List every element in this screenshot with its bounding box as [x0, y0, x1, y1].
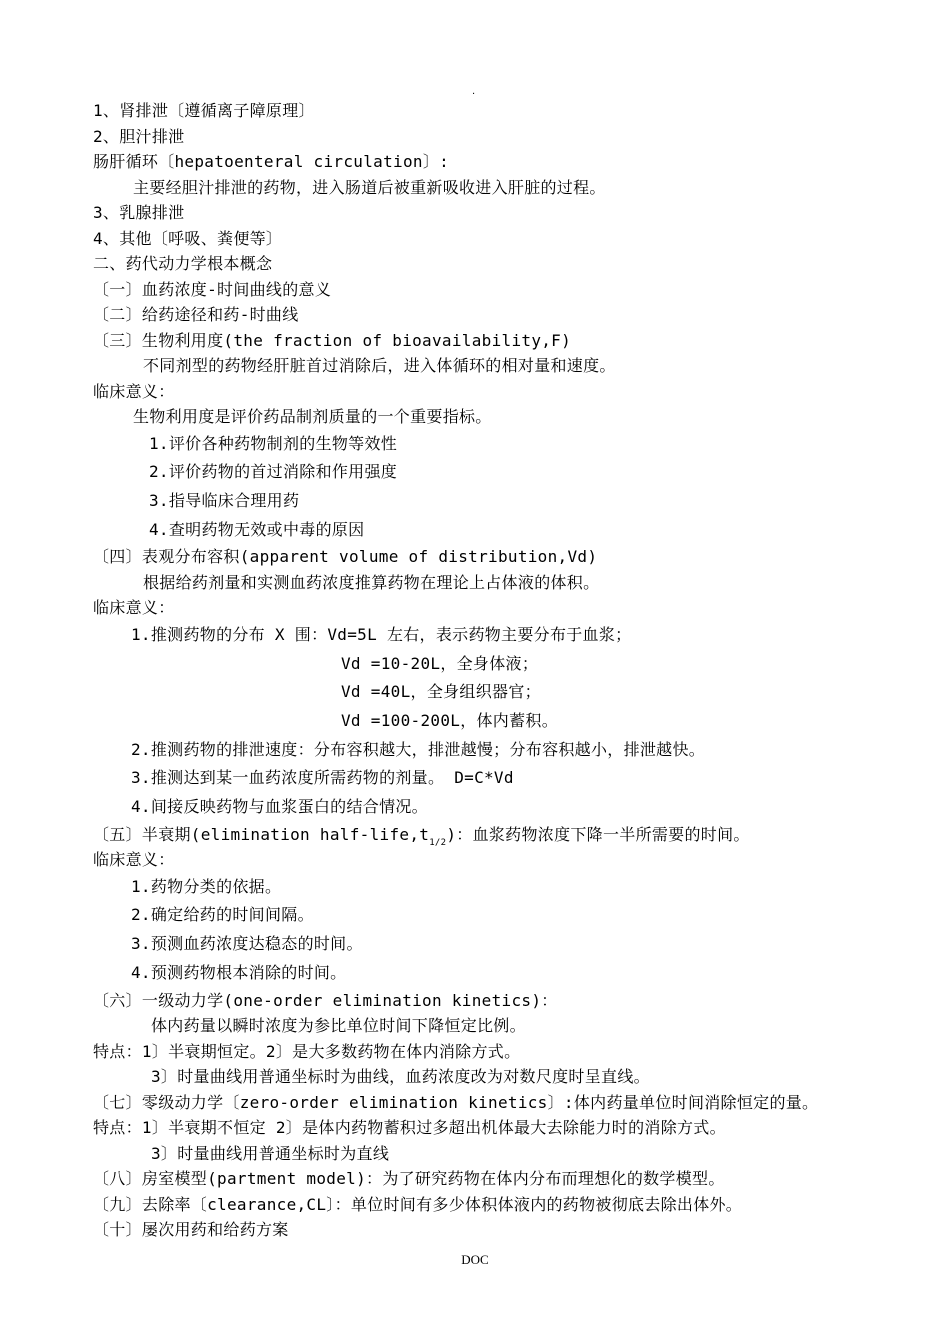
list-item: 2.推测药物的排泄速度：分布容积越大，排泄越慢；分布容积越小，排泄越快。	[131, 739, 706, 759]
text-line: 体内药量以瞬时浓度为参比单位时间下降恒定比例。	[151, 1016, 526, 1036]
text-line: 3〕时量曲线用普通坐标时为直线	[151, 1143, 390, 1163]
list-item: 3.推测达到某一血药浓度所需药物的剂量。 D=C*Vd	[131, 768, 514, 788]
text-line: 生物利用度是评价药品制剂质量的一个重要指标。	[133, 407, 492, 426]
subsection-heading: 〔九〕去除率〔clearance,CL〕：单位时间有多少体积体液内的药物被彻底去除出体外。	[93, 1194, 743, 1214]
list-item: 1.评价各种药物制剂的生物等效性	[149, 433, 398, 453]
list-item: 4.间接反映药物与血浆蛋白的结合情况。	[131, 797, 428, 817]
document-body	[93, 98, 893, 1243]
half-life-subscript: 1/2	[429, 837, 447, 848]
list-item: Vd =100-200L，体内蓄积。	[341, 710, 558, 730]
text-line: 临床意义：	[93, 850, 175, 870]
page-footer: DOC	[461, 1252, 489, 1267]
text-line: 特点：1〕半衰期不恒定 2〕是体内药物蓄积过多超出机体最大去除能力时的消除方式。	[93, 1118, 726, 1138]
subsection-heading: 〔六〕一级动力学(one-order elimination kinetics)：	[93, 990, 558, 1010]
header-mark: .	[472, 86, 476, 97]
text-line: 根据给药剂量和实测血药浓度推算药物在理论上占体液的体积。	[143, 572, 600, 592]
list-item: Vd =40L，全身组织器官；	[341, 682, 541, 702]
text-line: 不同剂型的药物经肝脏首过消除后，进入体循环的相对量和速度。	[143, 356, 616, 375]
list-item: Vd =10-20L，全身体液；	[341, 653, 539, 673]
text-line: 3〕时量曲线用普通坐标时为曲线，血药浓度改为对数尺度时呈直线。	[151, 1067, 650, 1087]
text-line: 特点：1〕半衰期恒定。2〕是大多数药物在体内消除方式。	[93, 1041, 521, 1061]
text-line: 主要经胆汁排泄的药物，进入肠道后被重新吸收进入肝脏的过程。	[133, 177, 606, 197]
half-life-heading-end: )：血浆药物浓度下降一半所需要的时间。	[446, 824, 750, 844]
text-line: 临床意义：	[93, 381, 175, 401]
list-item: 3.预测血药浓度达稳态的时间。	[131, 934, 363, 954]
subsection-heading: 〔一〕血药浓度-时间曲线的意义	[93, 279, 332, 299]
text-line: 肠肝循环〔hepatoenteral circulation〕:	[93, 152, 450, 171]
list-item: 3.指导临床合理用药	[149, 490, 300, 510]
text-line: 3、乳腺排泄	[93, 203, 185, 222]
list-item: 4.查明药物无效或中毒的原因	[149, 519, 365, 539]
subsection-heading: 〔八〕房室模型(partment model)：为了研究药物在体内分布而理想化的数学模型。	[93, 1169, 725, 1189]
list-item: 4.预测药物根本消除的时间。	[131, 962, 347, 982]
subsection-heading: 〔二〕给药途径和药-时曲线	[93, 305, 299, 324]
subsection-heading: 〔四〕表观分布容积(apparent volume of distribution,Vd)	[93, 547, 598, 567]
text-line: 1、肾排泄〔遵循离子障原理〕	[93, 101, 315, 120]
list-item: 2.确定给药的时间间隔。	[131, 905, 314, 925]
subsection-heading	[93, 822, 893, 848]
list-item: 1.药物分类的依据。	[131, 876, 282, 896]
text-line: 临床意义：	[93, 598, 175, 618]
subsection-heading: 〔十〕屡次用药和给药方案	[93, 1220, 289, 1240]
list-item: 1.推测药物的分布 X 围：Vd=5L 左右，表示药物主要分布于血浆；	[131, 624, 632, 644]
text-line: 2、胆汁排泄	[93, 126, 185, 146]
subsection-heading: 〔三〕生物利用度(the fraction of bioavailability,F)	[93, 330, 572, 350]
list-item: 2.评价药物的首过消除和作用强度	[149, 462, 398, 482]
subsection-heading: 〔七〕零级动力学〔zero-order elimination kinetics〕:体内药量单位时间消除恒定的量。	[93, 1092, 819, 1112]
section-heading: 二、药代动力学根本概念	[93, 254, 273, 273]
half-life-heading-start: 〔五〕半衰期(elimination half-life,t	[93, 824, 430, 844]
text-line: 4、其他〔呼吸、粪便等〕	[93, 228, 283, 248]
